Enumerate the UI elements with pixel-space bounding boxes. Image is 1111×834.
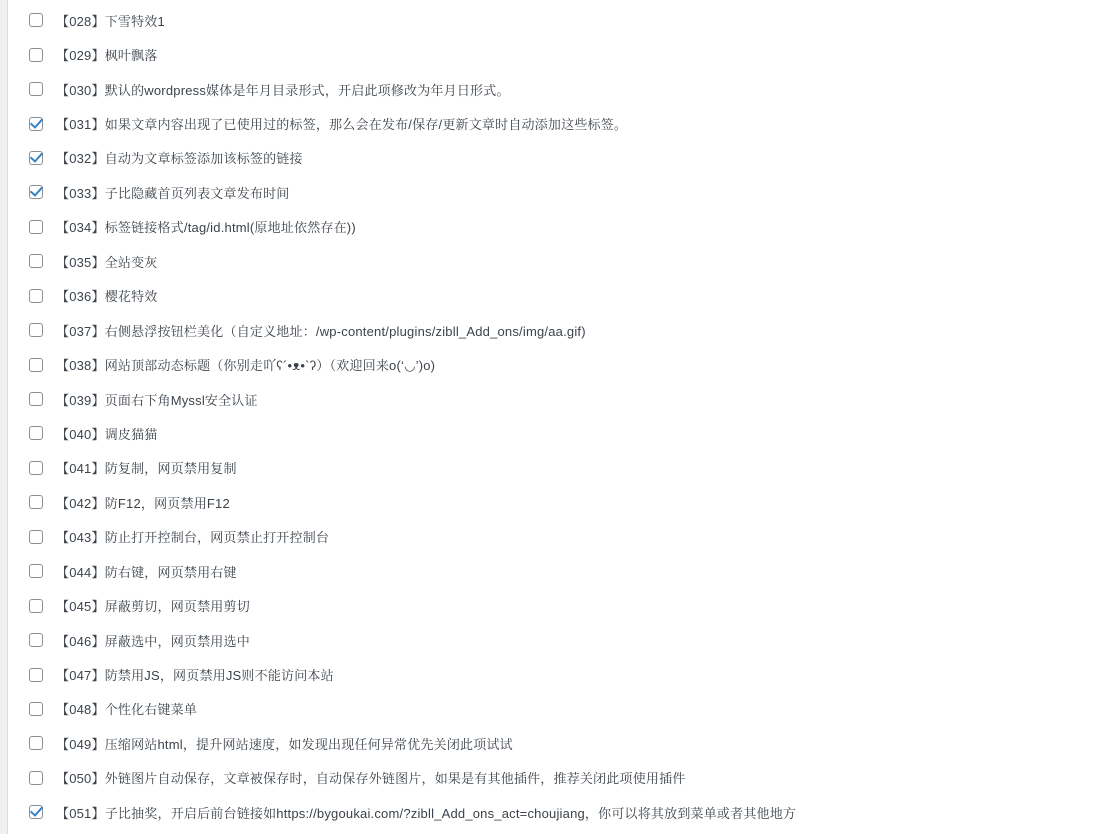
option-row-040[interactable]	[29, 416, 1111, 450]
option-row-049[interactable]	[29, 726, 1111, 760]
option-row-037[interactable]	[29, 313, 1111, 347]
option-row-046[interactable]	[29, 623, 1111, 657]
option-row-035[interactable]	[29, 244, 1111, 278]
option-checkbox-030[interactable]	[29, 82, 43, 96]
option-label-037: 【037】右侧悬浮按钮栏美化（自定义地址：/wp-content/plugins/zibll_Add_ons/img/aa.gif)	[56, 323, 586, 339]
option-row-030[interactable]	[29, 72, 1111, 106]
option-label-049: 【049】压缩网站html，提升网站速度，如发现出现任何异常优先关闭此项试试	[56, 736, 513, 752]
option-checkbox-036[interactable]	[29, 289, 43, 303]
settings-panel	[8, 0, 1111, 834]
option-checkbox-046[interactable]	[29, 633, 43, 647]
option-label-040: 【040】调皮猫猫	[56, 426, 158, 442]
option-label-035: 【035】全站变灰	[56, 254, 158, 270]
option-label-042: 【042】防F12，网页禁用F12	[56, 495, 230, 511]
option-checkbox-034[interactable]	[29, 220, 43, 234]
option-row-050[interactable]	[29, 761, 1111, 795]
option-checkbox-032[interactable]	[29, 151, 43, 165]
option-row-045[interactable]	[29, 588, 1111, 622]
option-label-039: 【039】页面右下角Myssl安全认证	[56, 392, 258, 408]
option-checkbox-029[interactable]	[29, 48, 43, 62]
option-row-044[interactable]	[29, 554, 1111, 588]
option-label-043: 【043】防止打开控制台，网页禁止打开控制台	[56, 530, 330, 546]
option-row-039[interactable]	[29, 382, 1111, 416]
option-label-031: 【031】如果文章内容出现了已使用过的标签，那么会在发布/保存/更新文章时自动添加这些标签。	[56, 117, 628, 133]
option-label-038: 【038】网站顶部动态标题（你别走吖ʕ´•ᴥ•`ʔ）（欢迎回来o(‘◡’)o)	[56, 358, 436, 374]
option-checkbox-040[interactable]	[29, 426, 43, 440]
option-checkbox-050[interactable]	[29, 771, 43, 785]
option-label-032: 【032】自动为文章标签添加该标签的链接	[56, 151, 303, 167]
option-checkbox-043[interactable]	[29, 530, 43, 544]
option-checkbox-037[interactable]	[29, 323, 43, 337]
option-row-029[interactable]	[29, 37, 1111, 71]
option-row-043[interactable]	[29, 520, 1111, 554]
option-row-041[interactable]	[29, 451, 1111, 485]
option-row-048[interactable]	[29, 692, 1111, 726]
option-checkbox-038[interactable]	[29, 358, 43, 372]
option-row-032[interactable]	[29, 141, 1111, 175]
option-label-050: 【050】外链图片自动保存，文章被保存时，自动保存外链图片，如果是有其他插件，推荐关闭此项使用插件	[56, 771, 686, 787]
option-checkbox-041[interactable]	[29, 461, 43, 475]
option-checkbox-047[interactable]	[29, 668, 43, 682]
option-checkbox-035[interactable]	[29, 254, 43, 268]
option-row-051[interactable]	[29, 795, 1111, 829]
option-row-042[interactable]	[29, 485, 1111, 519]
option-checkbox-028[interactable]	[29, 13, 43, 27]
option-row-033[interactable]	[29, 175, 1111, 209]
option-checkbox-042[interactable]	[29, 495, 43, 509]
option-checkbox-051[interactable]	[29, 805, 43, 819]
option-checkbox-049[interactable]	[29, 736, 43, 750]
option-label-045: 【045】屏蔽剪切，网页禁用剪切	[56, 599, 250, 615]
option-row-047[interactable]	[29, 657, 1111, 691]
option-checkbox-039[interactable]	[29, 392, 43, 406]
option-label-051: 【051】子比抽奖，开启后前台链接如https://bygoukai.com/?zibll_Add_ons_act=choujiang，你可以将其放到菜单或者其他地方	[56, 805, 797, 821]
option-checkbox-048[interactable]	[29, 702, 43, 716]
option-label-046: 【046】屏蔽选中，网页禁用选中	[56, 633, 250, 649]
option-row-031[interactable]	[29, 106, 1111, 140]
option-label-041: 【041】防复制，网页禁用复制	[56, 461, 237, 477]
option-checkbox-033[interactable]	[29, 185, 43, 199]
option-label-033: 【033】子比隐藏首页列表文章发布时间	[56, 185, 290, 201]
option-checkbox-045[interactable]	[29, 599, 43, 613]
option-label-030: 【030】默认的wordpress媒体是年月目录形式，开启此项修改为年月日形式。	[56, 82, 510, 98]
option-row-034[interactable]	[29, 210, 1111, 244]
option-label-044: 【044】防右键，网页禁用右键	[56, 564, 237, 580]
option-checkbox-044[interactable]	[29, 564, 43, 578]
option-label-034: 【034】标签链接格式/tag/id.html(原地址依然存在))	[56, 220, 356, 236]
option-label-048: 【048】个性化右键菜单	[56, 702, 198, 718]
option-row-038[interactable]	[29, 347, 1111, 381]
options-list	[29, 3, 1111, 830]
option-checkbox-031[interactable]	[29, 117, 43, 131]
page-left-gutter	[0, 0, 8, 834]
option-label-036: 【036】樱花特效	[56, 289, 158, 305]
option-label-028: 【028】下雪特效1	[56, 13, 165, 29]
option-row-028[interactable]	[29, 3, 1111, 37]
option-label-029: 【029】枫叶飘落	[56, 48, 158, 64]
option-label-047: 【047】防禁用JS，网页禁用JS则不能访问本站	[56, 668, 334, 684]
option-row-036[interactable]	[29, 279, 1111, 313]
